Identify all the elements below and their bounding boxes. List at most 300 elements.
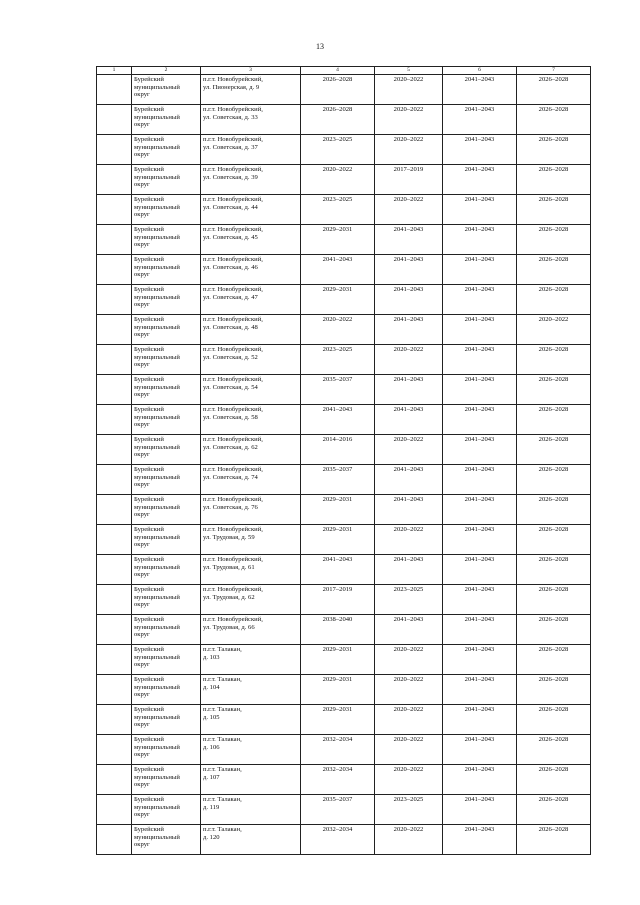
period-cell-c7 bbox=[517, 195, 591, 225]
address-line: д. 119 bbox=[203, 803, 220, 811]
period-cell-c4 bbox=[301, 75, 375, 105]
municipality-line: муниципальный bbox=[134, 623, 180, 631]
period-value: 2017–2019 bbox=[322, 586, 353, 593]
address-line: п.г.т. Талакан, bbox=[203, 766, 242, 773]
municipality-line: Бурейский bbox=[134, 556, 164, 563]
municipality-cell bbox=[132, 615, 201, 645]
address-cell bbox=[201, 255, 301, 285]
row-number-cell bbox=[97, 735, 132, 765]
period-cell-c5 bbox=[375, 375, 443, 405]
period-cell-c6 bbox=[443, 135, 517, 165]
address-line: п.г.т. Новобурейский, bbox=[203, 466, 263, 473]
municipality-line: округ bbox=[134, 781, 150, 789]
period-value: 2041–2043 bbox=[464, 346, 495, 353]
table-row bbox=[97, 315, 591, 345]
table-row bbox=[97, 825, 591, 855]
period-value: 2041–2043 bbox=[393, 286, 424, 293]
period-cell-c4 bbox=[301, 555, 375, 585]
period-value: 2041–2043 bbox=[464, 466, 495, 473]
period-value: 2026–2028 bbox=[538, 166, 569, 173]
period-value: 2026–2028 bbox=[538, 406, 569, 413]
period-cell-c4 bbox=[301, 435, 375, 465]
period-cell-c7 bbox=[517, 165, 591, 195]
municipality-line: муниципальный bbox=[134, 533, 180, 541]
address-line: ул. Советская, д. 76 bbox=[203, 503, 258, 511]
table-row bbox=[97, 675, 591, 705]
address-line: п.г.т. Талакан, bbox=[203, 826, 242, 833]
municipality-line: муниципальный bbox=[134, 203, 180, 211]
row-number-cell bbox=[97, 495, 132, 525]
address-cell bbox=[201, 555, 301, 585]
period-value: 2020–2022 bbox=[393, 706, 424, 713]
period-value: 2041–2043 bbox=[393, 406, 424, 413]
address-cell bbox=[201, 195, 301, 225]
period-value: 2038–2040 bbox=[322, 616, 353, 623]
municipality-line: округ bbox=[134, 481, 150, 489]
address-line: ул. Трудовая, д. 61 bbox=[203, 563, 255, 571]
period-cell-c7 bbox=[517, 135, 591, 165]
municipality-cell bbox=[132, 225, 201, 255]
address-line: п.г.т. Талакан, bbox=[203, 736, 242, 743]
period-value: 2026–2028 bbox=[538, 766, 569, 773]
row-number-cell bbox=[97, 465, 132, 495]
period-cell-c4 bbox=[301, 585, 375, 615]
table-row bbox=[97, 615, 591, 645]
municipality-line: Бурейский bbox=[134, 616, 164, 623]
municipality-line: Бурейский bbox=[134, 106, 164, 113]
period-cell-c6 bbox=[443, 405, 517, 435]
period-value: 2026–2028 bbox=[538, 646, 569, 653]
period-value: 2026–2028 bbox=[538, 826, 569, 833]
municipality-cell bbox=[132, 735, 201, 765]
address-cell bbox=[201, 525, 301, 555]
table-row bbox=[97, 255, 591, 285]
period-value: 2023–2025 bbox=[393, 586, 424, 593]
municipality-line: округ bbox=[134, 691, 150, 699]
municipality-line: Бурейский bbox=[134, 436, 164, 443]
municipality-line: округ bbox=[134, 451, 150, 459]
table-row bbox=[97, 285, 591, 315]
row-number-cell bbox=[97, 675, 132, 705]
municipality-line: Бурейский bbox=[134, 466, 164, 473]
row-number-cell bbox=[97, 705, 132, 735]
period-cell-c5 bbox=[375, 525, 443, 555]
period-value: 2041–2043 bbox=[464, 286, 495, 293]
table-row bbox=[97, 105, 591, 135]
address-cell bbox=[201, 405, 301, 435]
table-row bbox=[97, 195, 591, 225]
period-cell-c6 bbox=[443, 315, 517, 345]
period-value: 2026–2028 bbox=[538, 106, 569, 113]
period-value: 2026–2028 bbox=[538, 136, 569, 143]
address-line: п.г.т. Новобурейский, bbox=[203, 436, 263, 443]
address-line: д. 104 bbox=[203, 683, 220, 691]
period-value: 2041–2043 bbox=[464, 766, 495, 773]
period-value: 2020–2022 bbox=[322, 316, 353, 323]
address-cell bbox=[201, 645, 301, 675]
period-cell-c5 bbox=[375, 255, 443, 285]
municipality-line: округ bbox=[134, 181, 150, 189]
period-value: 2035–2037 bbox=[322, 466, 353, 473]
period-value: 2041–2043 bbox=[322, 256, 353, 263]
period-cell-c5 bbox=[375, 645, 443, 675]
municipality-line: округ bbox=[134, 331, 150, 339]
period-cell-c6 bbox=[443, 645, 517, 675]
address-line: п.г.т. Талакан, bbox=[203, 706, 242, 713]
municipality-line: округ bbox=[134, 421, 150, 429]
address-line: ул. Советская, д. 62 bbox=[203, 443, 258, 451]
address-cell bbox=[201, 105, 301, 135]
row-number-cell bbox=[97, 435, 132, 465]
period-value: 2020–2022 bbox=[393, 526, 424, 533]
municipality-line: муниципальный bbox=[134, 803, 180, 811]
period-cell-c6 bbox=[443, 435, 517, 465]
municipality-line: округ bbox=[134, 91, 150, 99]
municipality-cell bbox=[132, 375, 201, 405]
row-number-cell bbox=[97, 255, 132, 285]
table-row bbox=[97, 135, 591, 165]
municipality-cell bbox=[132, 195, 201, 225]
municipality-cell bbox=[132, 75, 201, 105]
period-value: 2041–2043 bbox=[393, 556, 424, 563]
address-line: п.г.т. Новобурейский, bbox=[203, 586, 263, 593]
table-row bbox=[97, 735, 591, 765]
address-cell bbox=[201, 285, 301, 315]
period-cell-c7 bbox=[517, 225, 591, 255]
municipality-line: муниципальный bbox=[134, 653, 180, 661]
period-value: 2041–2043 bbox=[464, 826, 495, 833]
municipality-cell bbox=[132, 495, 201, 525]
period-cell-c4 bbox=[301, 615, 375, 645]
address-line: ул. Советская, д. 54 bbox=[203, 383, 258, 391]
period-value: 2041–2043 bbox=[464, 646, 495, 653]
municipality-line: округ bbox=[134, 571, 150, 579]
period-cell-c6 bbox=[443, 525, 517, 555]
period-cell-c7 bbox=[517, 105, 591, 135]
period-cell-c5 bbox=[375, 705, 443, 735]
address-cell bbox=[201, 165, 301, 195]
period-value: 2026–2028 bbox=[538, 76, 569, 83]
period-value: 2026–2028 bbox=[538, 226, 569, 233]
municipality-cell bbox=[132, 645, 201, 675]
period-cell-c4 bbox=[301, 375, 375, 405]
period-cell-c7 bbox=[517, 375, 591, 405]
period-cell-c4 bbox=[301, 465, 375, 495]
period-value: 2041–2043 bbox=[393, 256, 424, 263]
municipality-line: округ bbox=[134, 631, 150, 639]
row-number-cell bbox=[97, 405, 132, 435]
municipality-line: муниципальный bbox=[134, 413, 180, 421]
address-cell bbox=[201, 735, 301, 765]
municipality-cell bbox=[132, 165, 201, 195]
period-cell-c4 bbox=[301, 225, 375, 255]
municipality-line: округ bbox=[134, 721, 150, 729]
table-row bbox=[97, 525, 591, 555]
period-cell-c5 bbox=[375, 75, 443, 105]
period-cell-c5 bbox=[375, 315, 443, 345]
row-number-cell bbox=[97, 795, 132, 825]
address-line: ул. Советская, д. 33 bbox=[203, 113, 258, 121]
municipality-cell bbox=[132, 555, 201, 585]
table-row bbox=[97, 465, 591, 495]
municipality-line: Бурейский bbox=[134, 736, 164, 743]
municipality-cell bbox=[132, 765, 201, 795]
address-line: ул. Советская, д. 46 bbox=[203, 263, 258, 271]
address-line: п.г.т. Новобурейский, bbox=[203, 166, 263, 173]
municipality-cell bbox=[132, 435, 201, 465]
address-line: ул. Советская, д. 48 bbox=[203, 323, 258, 331]
period-cell-c7 bbox=[517, 735, 591, 765]
address-line: ул. Советская, д. 58 bbox=[203, 413, 258, 421]
period-cell-c4 bbox=[301, 255, 375, 285]
municipality-line: Бурейский bbox=[134, 526, 164, 533]
period-cell-c7 bbox=[517, 615, 591, 645]
table-body bbox=[97, 75, 591, 855]
municipality-line: муниципальный bbox=[134, 443, 180, 451]
period-cell-c5 bbox=[375, 615, 443, 645]
period-value: 2041–2043 bbox=[464, 256, 495, 263]
period-value: 2020–2022 bbox=[393, 646, 424, 653]
municipality-cell bbox=[132, 315, 201, 345]
period-value: 2041–2043 bbox=[464, 376, 495, 383]
period-cell-c5 bbox=[375, 765, 443, 795]
period-cell-c4 bbox=[301, 705, 375, 735]
period-value: 2014–2016 bbox=[322, 436, 353, 443]
address-cell bbox=[201, 615, 301, 645]
municipality-line: округ bbox=[134, 391, 150, 399]
period-cell-c7 bbox=[517, 765, 591, 795]
period-value: 2041–2043 bbox=[393, 466, 424, 473]
address-line: д. 103 bbox=[203, 653, 220, 661]
period-value: 2026–2028 bbox=[538, 346, 569, 353]
address-line: п.г.т. Новобурейский, bbox=[203, 226, 263, 233]
municipality-cell bbox=[132, 345, 201, 375]
period-cell-c6 bbox=[443, 345, 517, 375]
period-value: 2041–2043 bbox=[464, 796, 495, 803]
address-line: п.г.т. Новобурейский, bbox=[203, 526, 263, 533]
address-cell bbox=[201, 465, 301, 495]
column-header: 6 bbox=[443, 67, 517, 75]
period-value: 2041–2043 bbox=[464, 496, 495, 503]
period-value: 2023–2025 bbox=[393, 796, 424, 803]
column-header: 2 bbox=[132, 67, 201, 75]
period-cell-c7 bbox=[517, 825, 591, 855]
period-value: 2026–2028 bbox=[538, 196, 569, 203]
table-row bbox=[97, 795, 591, 825]
period-cell-c6 bbox=[443, 825, 517, 855]
period-value: 2041–2043 bbox=[464, 556, 495, 563]
period-cell-c5 bbox=[375, 345, 443, 375]
period-cell-c7 bbox=[517, 645, 591, 675]
period-value: 2041–2043 bbox=[464, 526, 495, 533]
period-value: 2029–2031 bbox=[322, 496, 353, 503]
period-cell-c6 bbox=[443, 675, 517, 705]
municipality-line: Бурейский bbox=[134, 646, 164, 653]
table-row bbox=[97, 165, 591, 195]
period-cell-c4 bbox=[301, 645, 375, 675]
period-cell-c5 bbox=[375, 555, 443, 585]
period-value: 2026–2028 bbox=[538, 616, 569, 623]
municipality-line: округ bbox=[134, 151, 150, 159]
municipality-line: округ bbox=[134, 301, 150, 309]
address-cell bbox=[201, 765, 301, 795]
period-value: 2041–2043 bbox=[464, 406, 495, 413]
period-cell-c5 bbox=[375, 105, 443, 135]
period-cell-c5 bbox=[375, 405, 443, 435]
period-value: 2020–2022 bbox=[393, 826, 424, 833]
municipality-line: Бурейский bbox=[134, 586, 164, 593]
period-cell-c4 bbox=[301, 525, 375, 555]
period-value: 2026–2028 bbox=[322, 106, 353, 113]
table-row bbox=[97, 345, 591, 375]
period-value: 2023–2025 bbox=[322, 136, 353, 143]
period-value: 2041–2043 bbox=[322, 556, 353, 563]
column-header: 7 bbox=[517, 67, 591, 75]
row-number-cell bbox=[97, 825, 132, 855]
table-row bbox=[97, 375, 591, 405]
period-value: 2026–2028 bbox=[538, 496, 569, 503]
address-line: п.г.т. Новобурейский, bbox=[203, 76, 263, 83]
column-header: 4 bbox=[301, 67, 375, 75]
period-value: 2032–2034 bbox=[322, 736, 353, 743]
period-cell-c5 bbox=[375, 825, 443, 855]
row-number-cell bbox=[97, 285, 132, 315]
period-value: 2017–2019 bbox=[393, 166, 424, 173]
period-cell-c4 bbox=[301, 795, 375, 825]
period-value: 2020–2022 bbox=[393, 106, 424, 113]
address-cell bbox=[201, 435, 301, 465]
address-cell bbox=[201, 345, 301, 375]
municipality-cell bbox=[132, 135, 201, 165]
period-cell-c7 bbox=[517, 675, 591, 705]
municipality-cell bbox=[132, 105, 201, 135]
row-number-cell bbox=[97, 135, 132, 165]
address-cell bbox=[201, 225, 301, 255]
address-line: ул. Советская, д. 45 bbox=[203, 233, 258, 241]
address-line: ул. Советская, д. 74 bbox=[203, 473, 258, 481]
period-cell-c5 bbox=[375, 225, 443, 255]
period-cell-c4 bbox=[301, 285, 375, 315]
address-line: п.г.т. Новобурейский, bbox=[203, 556, 263, 563]
period-cell-c6 bbox=[443, 495, 517, 525]
period-value: 2020–2022 bbox=[393, 346, 424, 353]
municipality-line: Бурейский bbox=[134, 376, 164, 383]
table-row bbox=[97, 705, 591, 735]
municipality-cell bbox=[132, 825, 201, 855]
row-number-cell bbox=[97, 615, 132, 645]
address-cell bbox=[201, 75, 301, 105]
period-value: 2041–2043 bbox=[464, 706, 495, 713]
period-cell-c7 bbox=[517, 525, 591, 555]
period-cell-c7 bbox=[517, 465, 591, 495]
address-line: п.г.т. Новобурейский, bbox=[203, 196, 263, 203]
period-value: 2041–2043 bbox=[393, 226, 424, 233]
row-number-cell bbox=[97, 315, 132, 345]
municipality-line: округ bbox=[134, 361, 150, 369]
period-value: 2041–2043 bbox=[464, 736, 495, 743]
period-cell-c5 bbox=[375, 285, 443, 315]
period-value: 2029–2031 bbox=[322, 526, 353, 533]
row-number-cell bbox=[97, 585, 132, 615]
period-value: 2026–2028 bbox=[322, 76, 353, 83]
address-line: п.г.т. Новобурейский, bbox=[203, 106, 263, 113]
table-row bbox=[97, 435, 591, 465]
table-row bbox=[97, 765, 591, 795]
table-row bbox=[97, 405, 591, 435]
row-number-cell bbox=[97, 525, 132, 555]
municipality-line: Бурейский bbox=[134, 346, 164, 353]
period-value: 2020–2022 bbox=[322, 166, 353, 173]
municipality-cell bbox=[132, 465, 201, 495]
period-cell-c6 bbox=[443, 375, 517, 405]
address-line: п.г.т. Новобурейский, bbox=[203, 286, 263, 293]
period-value: 2029–2031 bbox=[322, 286, 353, 293]
period-cell-c6 bbox=[443, 615, 517, 645]
period-value: 2020–2022 bbox=[393, 76, 424, 83]
municipality-line: муниципальный bbox=[134, 713, 180, 721]
municipality-line: округ bbox=[134, 811, 150, 819]
period-cell-c5 bbox=[375, 195, 443, 225]
row-number-cell bbox=[97, 75, 132, 105]
municipality-cell bbox=[132, 285, 201, 315]
municipality-line: Бурейский bbox=[134, 496, 164, 503]
address-line: п.г.т. Новобурейский, bbox=[203, 376, 263, 383]
row-number-cell bbox=[97, 225, 132, 255]
municipality-line: округ bbox=[134, 661, 150, 669]
period-value: 2041–2043 bbox=[464, 226, 495, 233]
period-cell-c6 bbox=[443, 225, 517, 255]
row-number-cell bbox=[97, 765, 132, 795]
municipality-line: муниципальный bbox=[134, 263, 180, 271]
address-line: д. 105 bbox=[203, 713, 220, 721]
period-value: 2041–2043 bbox=[464, 676, 495, 683]
period-value: 2041–2043 bbox=[464, 586, 495, 593]
address-cell bbox=[201, 585, 301, 615]
municipality-line: Бурейский bbox=[134, 766, 164, 773]
address-line: п.г.т. Талакан, bbox=[203, 676, 242, 683]
address-line: п.г.т. Новобурейский, bbox=[203, 316, 263, 323]
period-cell-c7 bbox=[517, 435, 591, 465]
period-value: 2020–2022 bbox=[393, 136, 424, 143]
period-value: 2020–2022 bbox=[393, 196, 424, 203]
period-value: 2035–2037 bbox=[322, 376, 353, 383]
table-row bbox=[97, 75, 591, 105]
municipality-line: округ bbox=[134, 511, 150, 519]
period-cell-c5 bbox=[375, 795, 443, 825]
period-value: 2041–2043 bbox=[464, 76, 495, 83]
address-cell bbox=[201, 375, 301, 405]
column-header: 5 bbox=[375, 67, 443, 75]
period-value: 2041–2043 bbox=[464, 196, 495, 203]
period-cell-c4 bbox=[301, 315, 375, 345]
municipality-line: муниципальный bbox=[134, 233, 180, 241]
period-value: 2020–2022 bbox=[393, 766, 424, 773]
address-line: ул. Советская, д. 47 bbox=[203, 293, 258, 301]
period-cell-c4 bbox=[301, 105, 375, 135]
address-line: ул. Советская, д. 52 bbox=[203, 353, 258, 361]
address-line: ул. Трудовая, д. 59 bbox=[203, 533, 255, 541]
municipality-line: Бурейский bbox=[134, 676, 164, 683]
municipality-line: Бурейский bbox=[134, 256, 164, 263]
address-line: ул. Трудовая, д. 62 bbox=[203, 593, 255, 601]
address-line: ул. Советская, д. 44 bbox=[203, 203, 258, 211]
address-line: ул. Советская, д. 37 bbox=[203, 143, 258, 151]
municipality-line: муниципальный bbox=[134, 503, 180, 511]
period-cell-c6 bbox=[443, 105, 517, 135]
address-line: д. 107 bbox=[203, 773, 220, 781]
municipality-line: Бурейский bbox=[134, 826, 164, 833]
municipality-cell bbox=[132, 585, 201, 615]
